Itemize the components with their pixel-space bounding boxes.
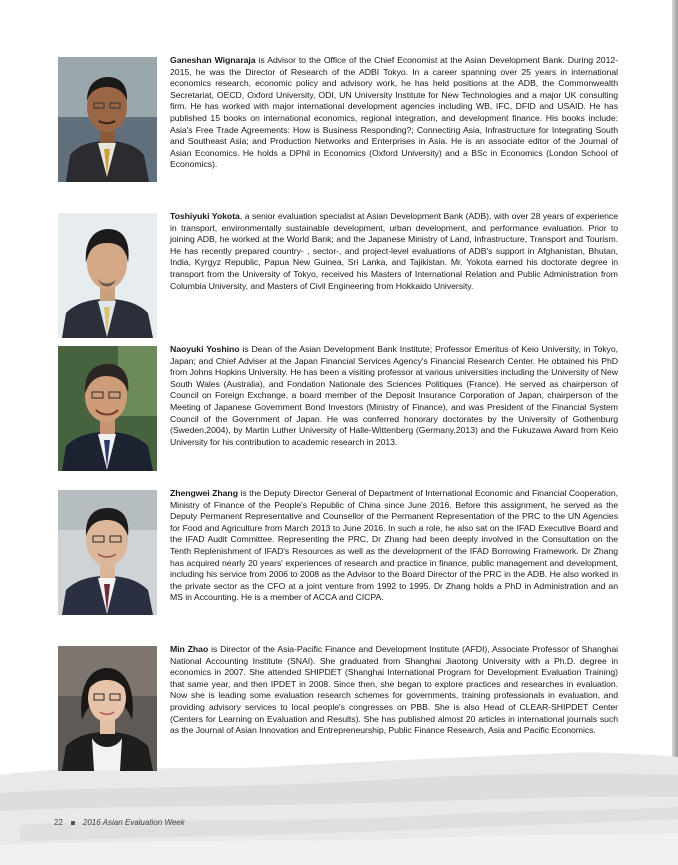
bio-entry [58,490,618,620]
bio-text [170,344,618,448]
person-name: Toshiyuki Yokota [170,211,240,221]
portrait-image [58,490,157,615]
portrait-photo [58,213,157,338]
portrait-photo [58,57,157,182]
portrait-photo [58,346,157,471]
bio-description: is Dean of the Asian Development Bank Institute; Professor Emeritus of Keio University, in Tokyo, Japan; and Chief Adviser at the Japan Financial Services Agency's Financial Research Center. He obtained his PhD from Johns Hopkins University. He has been a visiting professor at various universities including the University of New South Wales (Australia), and Fondation Nationale des Sciences Politiques (France). He served as chairperson of Council on Foreign Exchange, a board member of the Deposit Insurance Corporation of Japan, chairperson of the Meeting of Japanese Government Bond Investors (Ministry of Finance), and was President of the Financial System Council of the Government of Japan. He was conferred honorary doctorates by the University of Gothenburg (Sweden,2004), by Martin Luther University of Halle-Wittenberg (Germany,2013) and the Fukuzawa Award from Keio University for his contribution to academic research in 2013. [170,344,618,447]
bio-entry [58,646,618,776]
footer-title: 2016 Asian Evaluation Week [82,818,185,827]
person-name: Ganeshan Wignaraja [170,55,256,65]
bio-description: is Director of the Asia-Pacific Finance and Development Institute (AFDI), Associate Professor of Shanghai National Accounting Institute (SNAI). She graduated from Shanghai Jiaotong University with a Ph.D. degree in economics in 2007. She attended SHIPDET (Shanghai International Program for Development Evaluation Training) that same year, and then IPDET in 2008. Since then, she began to explore practices and researches in evaluation. Now she is leading some evaluation research schemes for governments, training professionals in evaluation, and providing advisory services to local people's congresses on PBB. She is also Head of CLEAR-SHIPDET Center (Centers for Learning on Evaluation and Results). She has published almost 20 articles in international journals such as the Journal of Asian Innovation and Entrepreneurship, Public Finance Research, Asia and Pacific Economics. [170,644,618,736]
separator-square-icon [71,821,75,825]
bio-entry [58,213,618,343]
portrait-photo [58,490,157,615]
person-name: Naoyuki Yoshino [170,344,240,354]
page-footer [54,818,185,827]
portrait-image [58,646,157,771]
bio-entry [58,346,618,476]
bio-text [170,644,618,737]
bio-text [170,55,618,171]
bio-description: , a senior evaluation specialist at Asian Development Bank (ADB), with over 28 years of experience in transport, environmentally sustainable development, urban development, and performance evaluation. Prior to joining ADB, he worked at the World Bank; and the Japanese Ministry of Land, Infrastructure, Transport and Tourism. He has recently prepared country- , sector-, and project-level evaluations of ADB's support in Afghanistan, Bhutan, India, Kyrgyz Republic, Papua New Guinea, Sri Lanka, and Tajikistan. Mr. Yokota earned his doctorate degree in transport from the University of Tokyo, received his Masters of International Relation and Public Administration from Columbia University, and Masters of Civil Engineering from Hokkaido University. [170,211,618,291]
bio-entry [58,57,618,187]
bio-description: is Advisor to the Office of the Chief Economist at the Asian Development Bank. During 2012-2015, he was the Director of Research of the ADBI Tokyo. In a career spanning over 25 years in international economics research, economic policy and advisory work, he has held positions at the ADB, the Commonwealth Secretariat, OECD, Oxford University, ODI, UN University Institute for New Technologies and a major UK consulting firm. He has worked with major international development agencies including WB, IFC, DFID and USAID. He has published 15 books on international economics, regional integration, and development finance. His books include: Asia's Free Trade Agreements: How is Business Responding?; Connecting Asia, Infrastructure for Integrating South and Southeast Asia; and Production Networks and Enterprises in Asia. He is an associate editor of the Journal of Asian Economics. He holds a DPhil in Economics (Oxford University) and a BSc in Economics (London School of Economics). [170,55,618,170]
bio-description: is the Deputy Director General of Department of International Economic and Financial Cooperation, Ministry of Finance of the People's Republic of China since June 2016. Before this assignment, he served as the Deputy Permanent Representative and Counsellor of the Permanent Representation of the PRC to the UN Agencies for Food and Agriculture from March 2013 to June 2016. In such a role, he also sat on the IFAD Executive Board and the IFAD Audit Committee. Representing the PRC, Dr Zhang had been deeply involved in the Consultation on the Tenth Replenishment of IFAD's Resources as well as the development of the IFAD Borrowing Framework. Dr Zhang has acquired nearly 20 years' experiences of research and practice in finance, public management and development, including his service from 2006 to 2008 as the Advisor to the Board Director of the PRC in the ADB. He also worked in the private sector as the CFO at a joint venture from 1992 to 1995. Dr Zhang holds a PhD in Administration and an MS in Accounting. He is a member of ACCA and CICPA. [170,488,618,603]
portrait-image [58,346,157,471]
page-edge [672,0,678,865]
bio-text [170,211,618,292]
person-name: Min Zhao [170,644,209,654]
bio-text [170,488,618,604]
portrait-photo [58,646,157,771]
portrait-image [58,57,157,182]
person-name: Zhengwei Zhang [170,488,238,498]
page-number: 22 [54,818,63,827]
portrait-image [58,213,157,338]
